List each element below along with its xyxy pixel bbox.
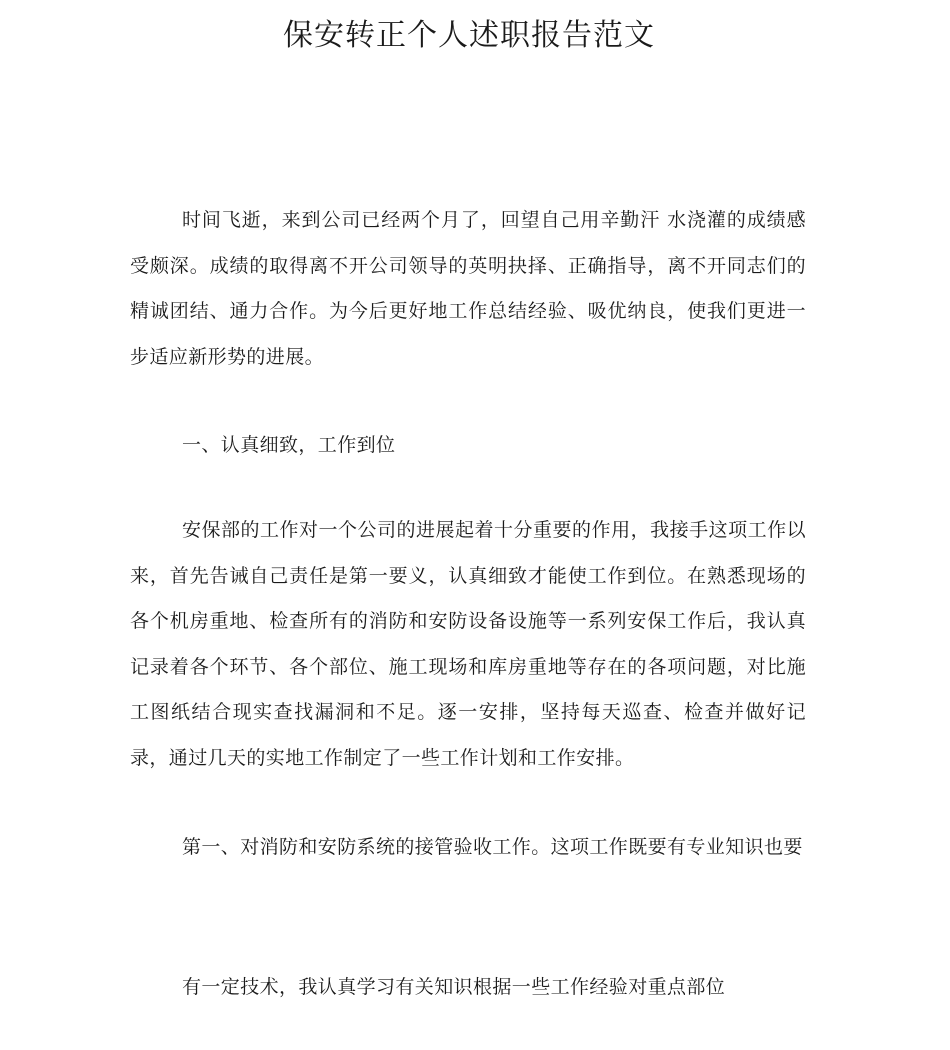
document-title: 保安转正个人述职报告范文	[283, 18, 655, 53]
paragraph-intro: 时间飞逝，来到公司已经两个月了，回望自己用辛勤汗 水浇灌的成绩感受颇深。成绩的取得离不开公司领导的英明抉择、正确指导，离不开同志们的精诚团结、通力合作。为今后更好地工作总结经验、吸优纳良，使我们更进一步适应新形势的进展。	[130, 209, 806, 368]
paragraph-first-item: 第一、对消防和安防系统的接管验收工作。这项工作既要有专业知识也要	[182, 836, 803, 858]
paragraph-security-work: 安保部的工作对一个公司的进展起着十分重要的作用，我接手这项工作以来，首先告诫自己责任是第一要义，认真细致才能使工作到位。在熟悉现场的各个机房重地、检查所有的消防和安防设备设施等一系列安保工作后，我认真记录着各个环节、各个部位、施工现场和库房重地等存在的各项问题，对比施工图纸结合现实查找漏洞和不足。逐一安排，坚持每天巡查、检查并做好记录，通过几天的实地工作制定了一些工作计划和工作安排。	[130, 519, 806, 769]
paragraph-continuation: 有一定技术，我认真学习有关知识根据一些工作经验对重点部位	[182, 976, 726, 998]
section-heading-1: 一、认真细致，工作到位	[182, 434, 396, 456]
